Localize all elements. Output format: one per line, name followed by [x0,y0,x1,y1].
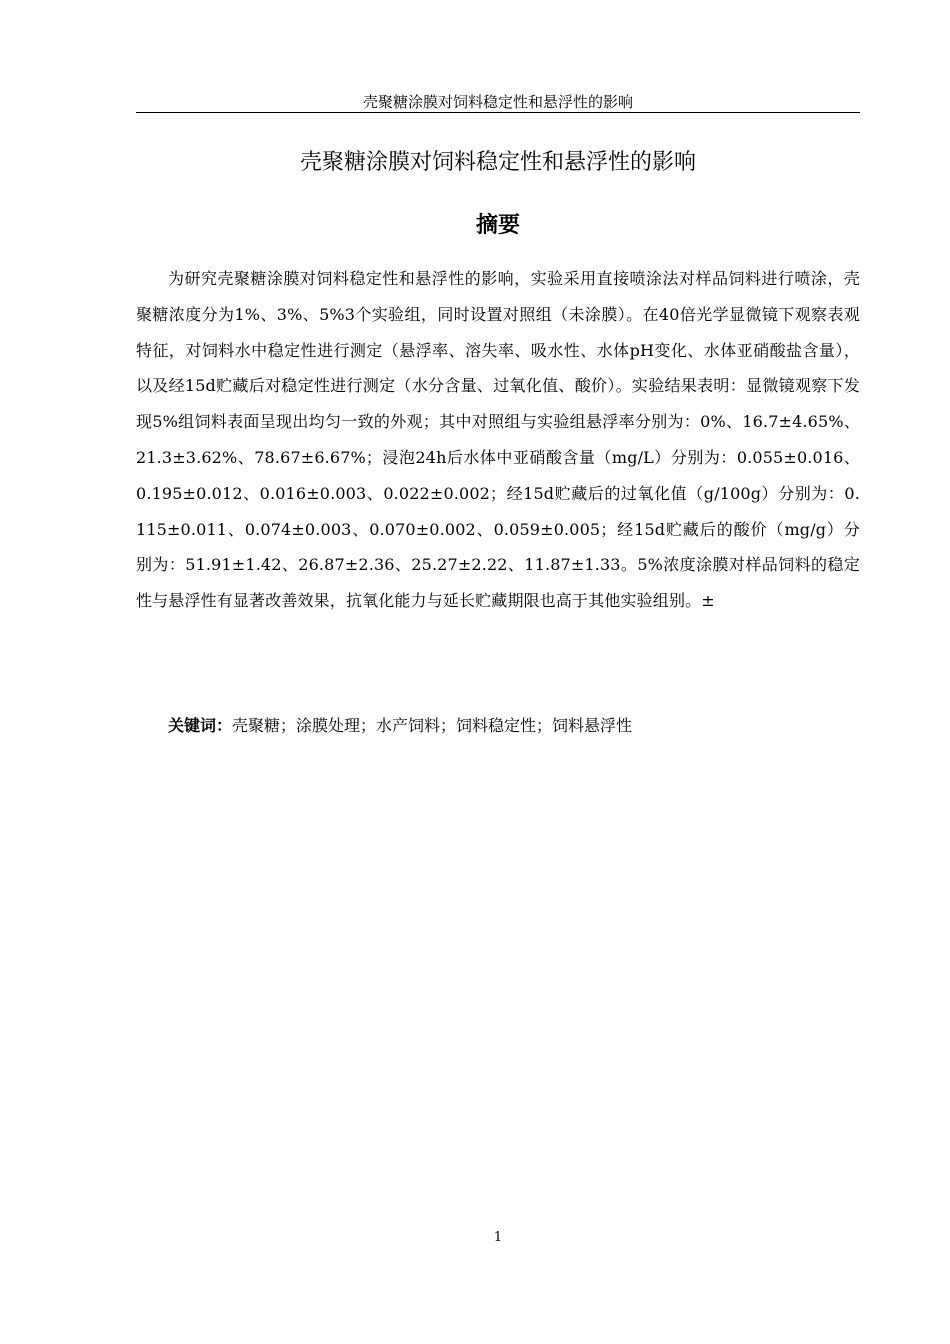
abstract-body: 为研究壳聚糖涂膜对饲料稳定性和悬浮性的影响，实验采用直接喷涂法对样品饲料进行喷涂，壳聚糖浓度分为1%、3%、5%3个实验组，同时设置对照组（未涂膜）。在40倍光学显微镜下观察表观特征，对饲料水中稳定性进行测定（悬浮率、溶失率、吸水性、水体pH变化、水体亚硝酸盐含量），以及经15d贮藏后对稳定性进行测定（水分含量、过氧化值、酸价）。实验结果表明：显微镜观察下发现5%组饲料表面呈现出均匀一致的外观；其中对照组与实验组悬浮率分别为：0%、16.7±4.65%、21.3±3.62%、78.67±6.67%；浸泡24h后水体中亚硝酸含量（mg/L）分别为：0.055±0.016、0.195±0.012、0.016±0.003、0.022±0.002；经15d贮藏后的过氧化值（g/100g）分别为：0.115±0.011、0.074±0.003、0.070±0.002、0.059±0.005；经15d贮藏后的酸价（mg/g）分别为：51.91±1.42、26.87±2.36、25.27±2.22、11.87±1.33。5%浓度涂膜对样品饲料的稳定性与悬浮性有显著改善效果，抗氧化能力与延长贮藏期限也高于其他实验组别。± [136,269,860,611]
keywords-label: 关键词： [168,716,233,735]
page-number: 1 [493,1230,503,1245]
keywords-text: 壳聚糖；涂膜处理；水产饲料；饲料稳定性；饲料悬浮性 [232,716,633,735]
paper-title: 壳聚糖涂膜对饲料稳定性和悬浮性的影响 [299,150,696,175]
keywords-line [136,708,860,744]
abstract-heading: 摘要 [475,213,520,238]
running-header: 壳聚糖涂膜对饲料稳定性和悬浮性的影响 [362,93,633,111]
header-divider [136,112,860,113]
